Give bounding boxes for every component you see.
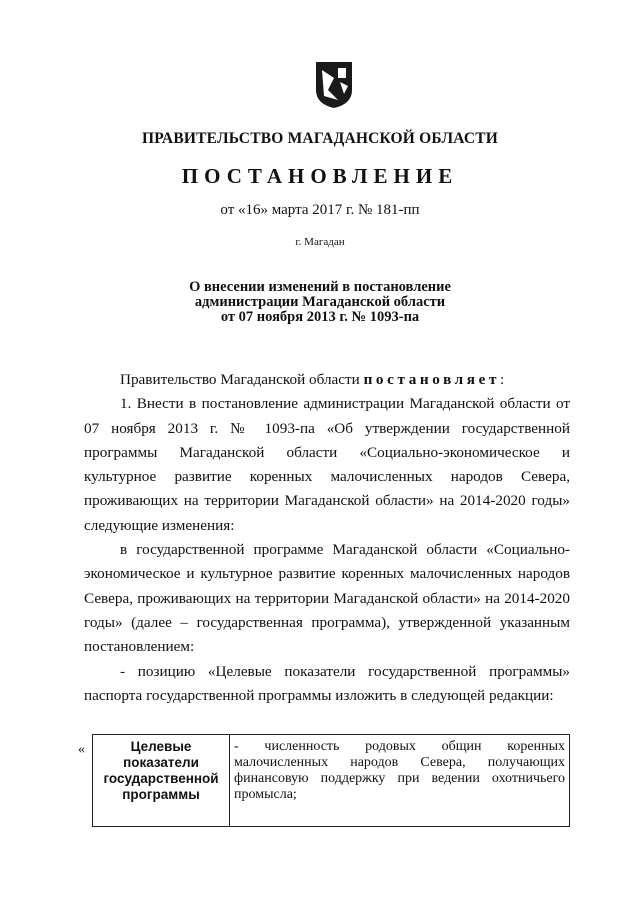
resolution-intro bbox=[84, 368, 570, 392]
paragraph-program-changes: в государственной программе Магаданской области «Социально-экономическое и культурное развитие коренных малочисленных народов Севера, проживающих на территории Магаданской области» на 2014-2020 годы» (далее – государственная программа), утвержденной указанным постановлением: bbox=[84, 541, 570, 656]
passport-table bbox=[92, 734, 570, 827]
intro-suffix: : bbox=[500, 371, 505, 388]
paragraph-item-1: 1. Внести в постановление администрации Магаданской области от 07 ноября 2013 г. № 1093-па «Об утверждении государственной программы Магаданской области «Социально-экономическое и культурное развитие коренных малочисленных народов Севера, проживающих на территории Магаданской области» на 2014-2020 годы» следующие изменения: bbox=[84, 395, 570, 534]
document-city: г. Магадан bbox=[295, 236, 345, 248]
intro-keyword: постановляет bbox=[363, 371, 501, 388]
table-row bbox=[93, 735, 570, 827]
document-subject bbox=[0, 280, 640, 325]
document-type: ПОСТАНОВЛЕНИЕ bbox=[181, 164, 459, 188]
table-cell-value: - численность родовых общин коренных малочисленных народов Севера, получающих финансовую поддержку при ведении охотничьего промысла; bbox=[230, 735, 570, 827]
subject-line: О внесении изменений в постановление bbox=[189, 279, 451, 295]
intro-prefix: Правительство Магаданской области bbox=[120, 371, 364, 388]
subject-line: от 07 ноября 2013 г. № 1093-па bbox=[220, 309, 420, 325]
coat-of-arms-icon bbox=[314, 60, 354, 110]
government-title: ПРАВИТЕЛЬСТВО МАГАДАНСКОЙ ОБЛАСТИ bbox=[141, 130, 499, 147]
document-date-number: от «16» марта 2017 г. № 181-пп bbox=[220, 202, 420, 218]
paragraph-passport-position: - позицию «Целевые показатели государственной программы» паспорта государственной программы изложить в следующей редакции: bbox=[84, 662, 570, 704]
document-body bbox=[84, 368, 570, 708]
subject-line: администрации Магаданской области bbox=[194, 294, 446, 310]
table-cell-label: Целевые показатели государственной программы bbox=[93, 735, 230, 827]
opening-quote: « bbox=[78, 742, 85, 757]
